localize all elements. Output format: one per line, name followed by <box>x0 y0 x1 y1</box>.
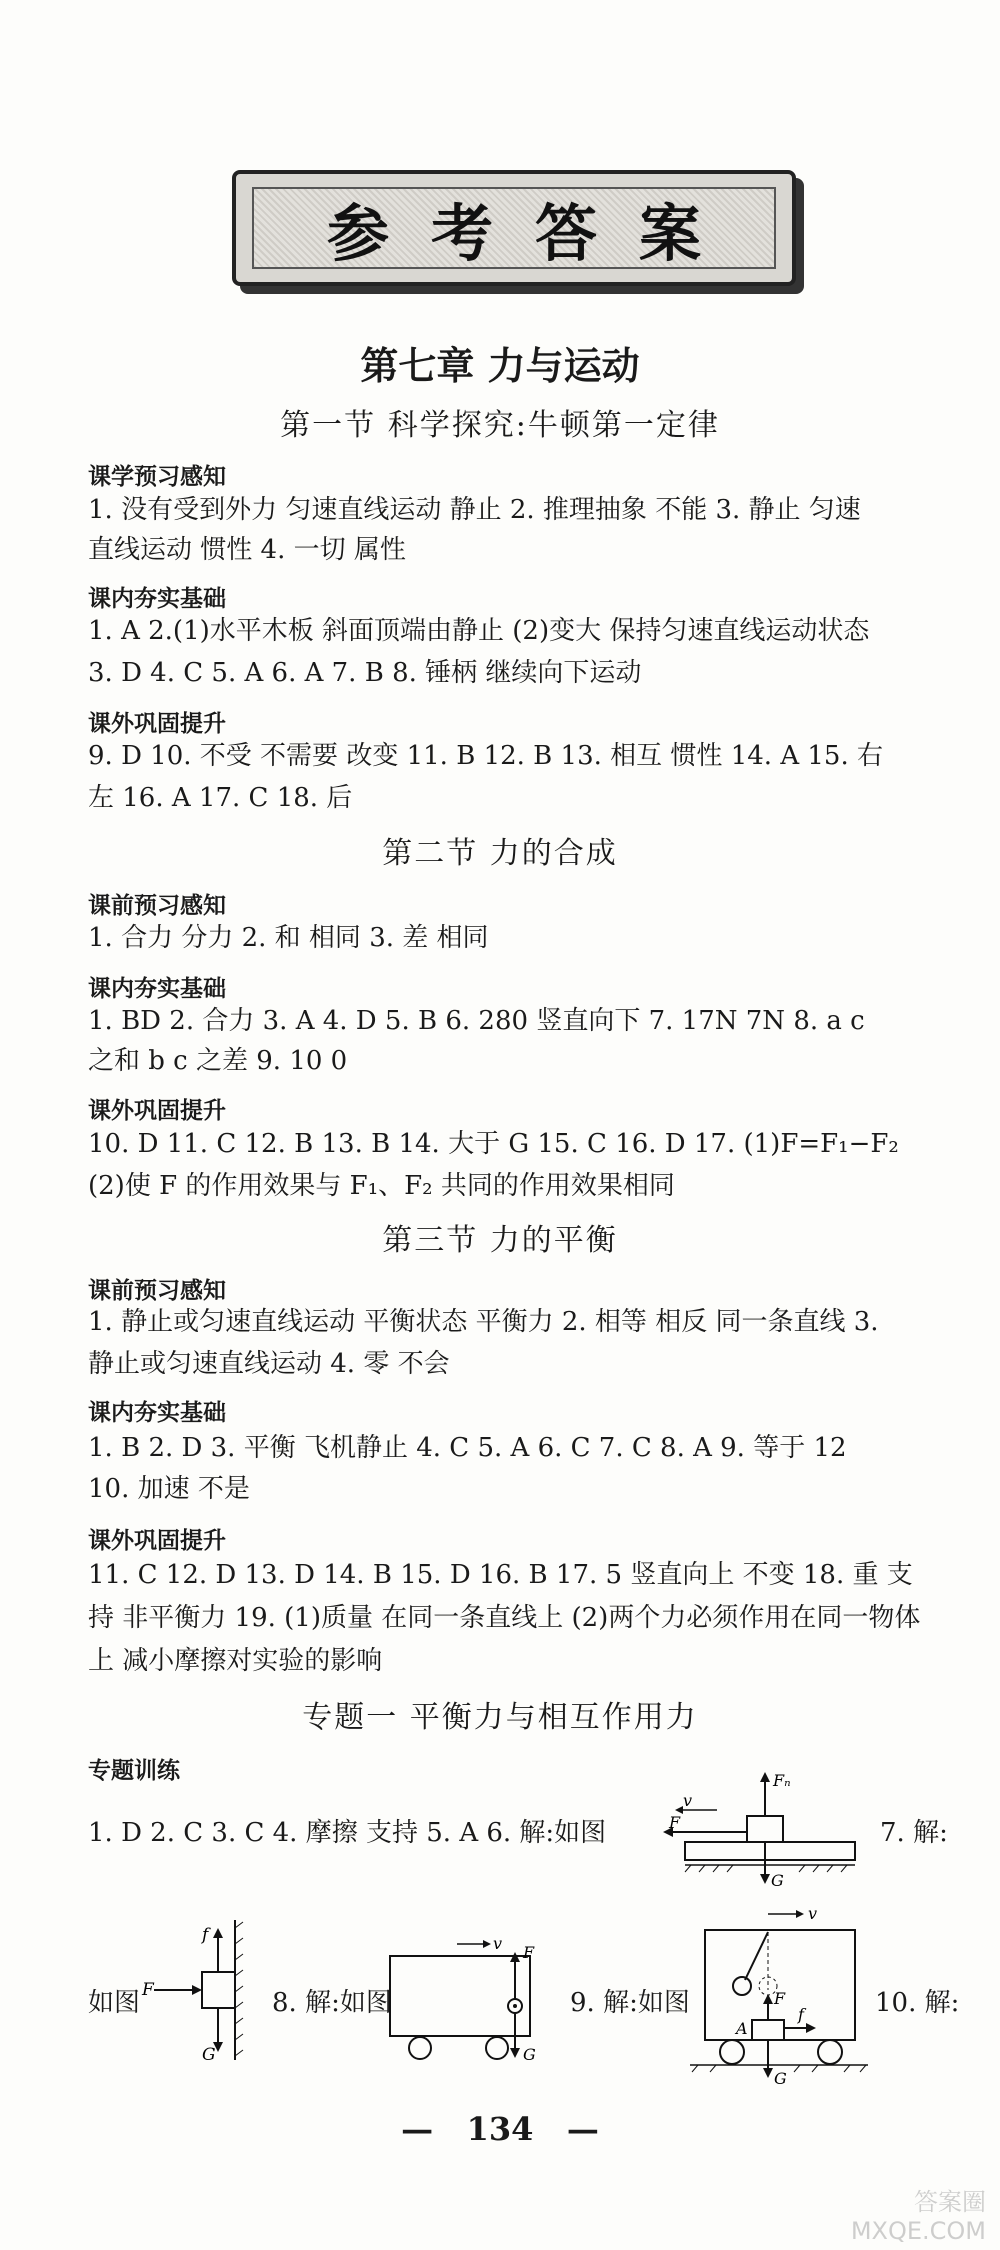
sec3-line-2: 静止或匀速直线运动 4. 零 不会 <box>88 1349 450 1379</box>
sec1-line-2: 直线运动 惯性 4. 一切 属性 <box>88 535 406 565</box>
fig9-label-f: F <box>774 1989 786 2008</box>
sec3-heading-preview: 课前预习感知 <box>88 1278 226 1304</box>
sec3-line-7: 上 减小摩擦对实验的影响 <box>88 1646 383 1676</box>
sec1-heading-preview: 课学预习感知 <box>88 464 226 490</box>
sec3-line-4: 10. 加速 不是 <box>88 1474 250 1504</box>
sec1-line-6: 左 16. A 17. C 18. 后 <box>88 783 353 813</box>
figure-cart-ball <box>385 1930 555 2070</box>
fig9-label-friction: f <box>798 2005 804 2024</box>
fig8-label-f: F <box>523 1943 535 1962</box>
topic-q7: 7. 解: <box>880 1818 948 1848</box>
page-number: 134 <box>466 2110 534 2148</box>
watermark: 答案圈 MXQE.COM <box>850 2188 986 2245</box>
page-dash-right: — <box>566 2110 599 2148</box>
fig6-label-v: v <box>683 1791 693 1810</box>
chapter-title: 第七章 力与运动 <box>360 344 640 388</box>
sec2-line-4: 10. D 11. C 12. B 13. B 14. 大于 G 15. C 16. D 17. (1)F=F₁−F₂ <box>88 1129 899 1159</box>
fig9-label-v: v <box>808 1904 818 1923</box>
sec3-line-6: 持 非平衡力 19. (1)质量 在同一条直线上 (2)两个力必须作用在同一物体 <box>88 1603 921 1633</box>
topic-heading-training: 专题训练 <box>88 1758 180 1784</box>
sec3-heading-extra: 课外巩固提升 <box>88 1528 226 1554</box>
sec3-line-1: 1. 静止或匀速直线运动 平衡状态 平衡力 2. 相等 相反 同一条直线 3. <box>88 1307 879 1337</box>
section-3-title: 第三节 力的平衡 <box>382 1223 618 1258</box>
sec2-heading-extra: 课外巩固提升 <box>88 1098 226 1124</box>
topic-title: 专题一 平衡力与相互作用力 <box>302 1700 698 1735</box>
fig6-label-fn: Fₙ <box>773 1771 791 1790</box>
topic-q9: 9. 解:如图 <box>570 1988 690 2018</box>
sec1-line-4: 3. D 4. C 5. A 6. A 7. B 8. 锤柄 继续向下运动 <box>88 658 642 688</box>
sec3-line-5: 11. C 12. D 13. D 14. B 15. D 16. B 17. 5 竖直向上 不变 18. 重 支 <box>88 1560 913 1590</box>
answer-banner <box>232 170 796 286</box>
sec3-line-3: 1. B 2. D 3. 平衡 飞机静止 4. C 5. A 6. C 7. C 8. A 9. 等于 12 <box>88 1433 847 1463</box>
sec1-line-3: 1. A 2.(1)水平木板 斜面顶端由静止 (2)变大 保持匀速直线运动状态 <box>88 616 870 646</box>
figure-block-on-wall <box>140 1910 250 2070</box>
sec2-line-2: 1. BD 2. 合力 3. A 4. D 5. B 6. 280 竖直向下 7. 17N 7N 8. a c <box>88 1006 865 1036</box>
sec1-line-5: 9. D 10. 不受 不需要 改变 11. B 12. B 13. 相互 惯性 14. A 15. 右 <box>88 741 883 771</box>
figure-block-on-table <box>655 1770 870 1890</box>
fig8-label-g: G <box>523 2045 536 2064</box>
fig9-label-a: A <box>736 2019 748 2038</box>
sec2-heading-basic: 课内夯实基础 <box>88 976 226 1002</box>
fig7-label: 如图 <box>88 1988 141 2018</box>
fig8-label-v: v <box>493 1934 503 1953</box>
sec1-heading-basic: 课内夯实基础 <box>88 586 226 612</box>
figure-cart-pendulum <box>690 1900 870 2085</box>
fig7-label-g: G <box>202 2045 216 2065</box>
banner-title: 参考答案 <box>326 196 743 270</box>
page-dash-left: — <box>401 2110 434 2148</box>
sec2-line-1: 1. 合力 分力 2. 和 相同 3. 差 相同 <box>88 923 489 953</box>
page-number-row <box>0 2110 1000 2148</box>
section-2-title: 第二节 力的合成 <box>382 836 618 871</box>
sec2-line-3: 之和 b c 之差 9. 10 0 <box>88 1046 348 1076</box>
fig6-label-g: G <box>771 1871 784 1890</box>
sec2-line-5: (2)使 F 的作用效果与 F₁、F₂ 共同的作用效果相同 <box>88 1171 675 1201</box>
sec2-heading-preview: 课前预习感知 <box>88 893 226 919</box>
topic-q10: 10. 解: <box>875 1988 960 2018</box>
fig7-label-force: F <box>142 1980 154 2000</box>
section-1-title: 第一节 科学探究:牛顿第一定律 <box>280 408 720 443</box>
sec3-heading-basic: 课内夯实基础 <box>88 1400 226 1426</box>
fig9-label-g: G <box>774 2069 787 2085</box>
sec1-line-1: 1. 没有受到外力 匀速直线运动 静止 2. 推理抽象 不能 3. 静止 匀速 <box>88 495 861 525</box>
fig7-label-f: f <box>202 1925 209 1945</box>
fig6-label-f: F <box>669 1813 681 1832</box>
topic-line-1: 1. D 2. C 3. C 4. 摩擦 支持 5. A 6. 解:如图 <box>88 1818 607 1848</box>
sec1-heading-extra: 课外巩固提升 <box>88 711 226 737</box>
topic-q8: 8. 解:如图 <box>272 1988 392 2018</box>
